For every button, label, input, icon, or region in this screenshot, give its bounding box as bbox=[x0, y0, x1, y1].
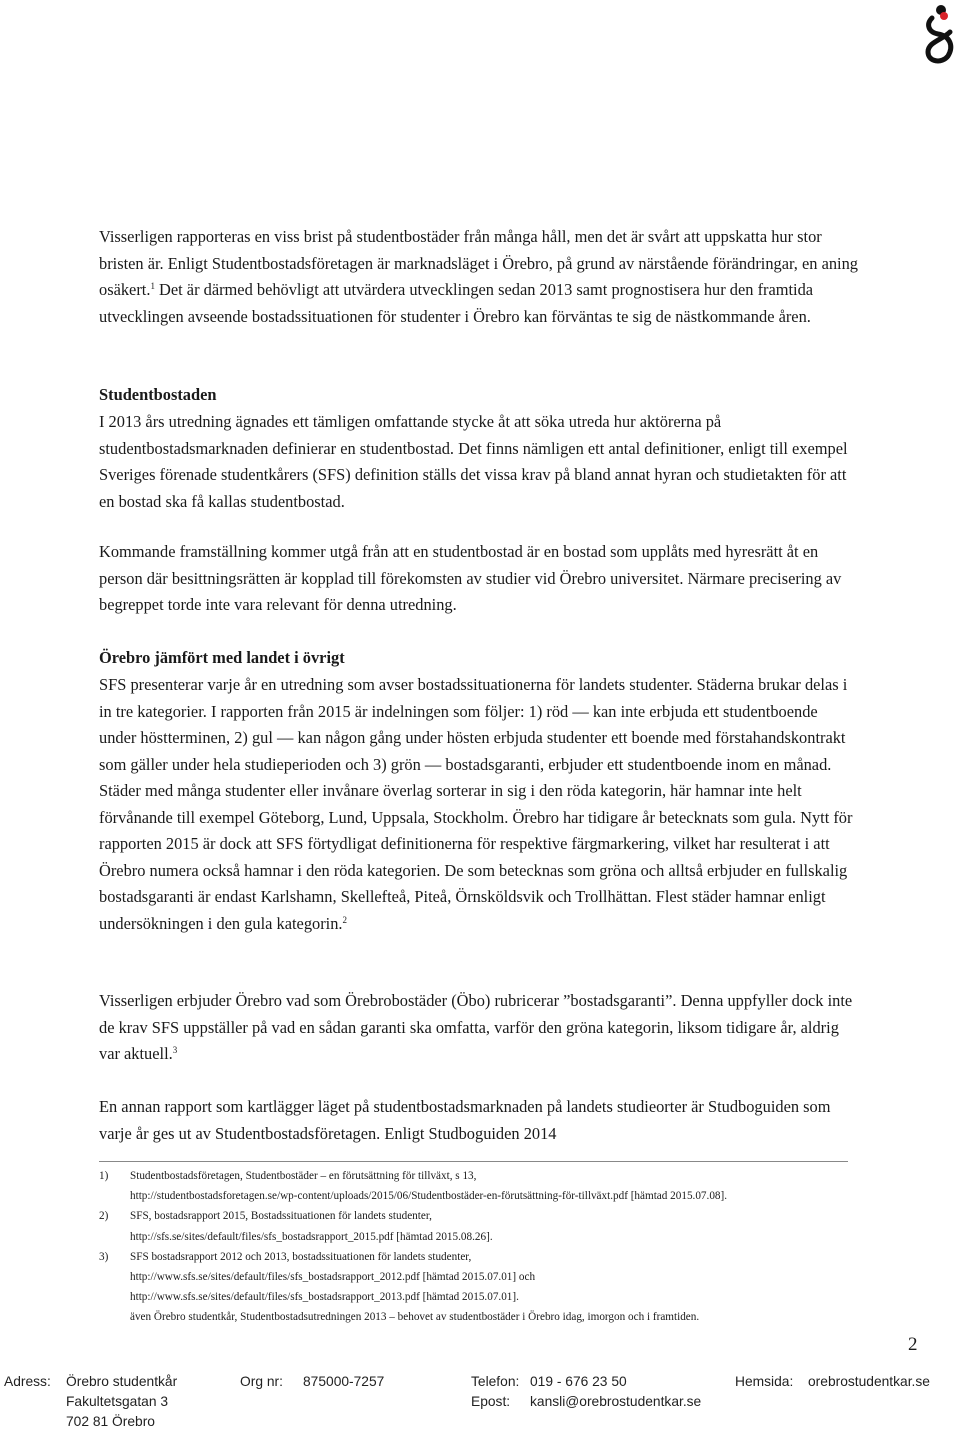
footnote-link[interactable]: http://www.sfs.se/sites/default/files/sfs_bostadsrapport_2013.pdf [hämtad 2015.07.01]. bbox=[130, 1291, 519, 1304]
footnote-link[interactable]: http://studentbostadsforetagen.se/wp-content/uploads/2015/06/Studentbostäder-en-förutsättning-för-tillväxt.pdf [hämtad 2015.07.08]. bbox=[130, 1190, 728, 1203]
email-label: Epost: bbox=[471, 1394, 511, 1409]
footnote-line: SFS bostadsrapport 2012 och 2013, bostadssituationen för landets studenter, bbox=[130, 1250, 472, 1263]
footnote-ref-3: 3 bbox=[172, 1045, 178, 1055]
org-value: 875000-7257 bbox=[303, 1374, 385, 1389]
address-line-2: Fakultetsgatan 3 bbox=[66, 1394, 169, 1409]
intro-text-a: Visserligen rapporteras en viss brist på studentbostäder från många håll, men det är svårt att uppskatta hur stor bristen är. Enligt Studentbostadsföretagen är marknadsläget i Örebro, på grund av närstående förändringar, en aning osäkert. bbox=[99, 227, 858, 299]
org-label: Org nr: bbox=[240, 1374, 283, 1389]
footnote-line: SFS, bostadsrapport 2015, Bostadssituationen för landets studenter, bbox=[130, 1210, 432, 1223]
intro-text-b: Det är därmed behövligt att utvärdera utvecklingen sedan 2013 samt prognostisera hur den framtida utvecklingen avseende bostadssituationen för studenter i Örebro kan förväntas te sig de nästkommande åren. bbox=[99, 280, 814, 326]
footnote-number: 2) bbox=[99, 1210, 109, 1223]
comparison-text: SFS presenterar varje år en utredning som avser bostadssituationerna för landets studenter. Städerna brukar delas i in tre kategorier. I rapporten från 2015 är indelningen som följer: 1) röd — kan inte erbjuda ett studentboende under höstterminen, 2) gul — kan någon gång under hösten erbjuda studenter ett boende med förstahandskontrakt som gäller under hela studieperioden och 3) grön — bostadsgaranti, erbjuder ett studentboende inom en månad. Städer med många studenter eller invånare överlag sorterar in sig i den röda kategorin, här hamnar inte helt förvånande till exempel Göteborg, Lund, Uppsala, Stockholm. Örebro har tidigare år betecknats som gula. Nytt för rapporten 2015 är dock att SFS förtydligat definitionerna för respektive färgmarkering, vilket har resulterat i att Örebro numera också hamnar i den röda kategorien. De som betecknas som gröna och alltså erbjuder en fullskalig bostadsgaranti är endast Karlshamn, Skellefteå, Piteå, Örnsköldsvik och Trollhättan. Flest städer hamnar enligt undersökningen i den gula kategorin. bbox=[99, 675, 853, 933]
footnotes bbox=[99, 1166, 859, 1328]
footnote-3 bbox=[99, 1247, 859, 1328]
definition-paragraph bbox=[99, 539, 859, 619]
footnote-ref-1: 1 bbox=[150, 281, 155, 291]
address-line-1: Örebro studentkår bbox=[66, 1374, 178, 1389]
studboguiden-text: En annan rapport som kartlägger läget på studentbostadsmarknaden på landets studieorter är Studboguiden som varje år ges ut av Studentbostadsföretagen. Enligt Studboguiden 2014 bbox=[99, 1097, 831, 1143]
footnote-1 bbox=[99, 1166, 859, 1206]
bostadsgaranti-text: Visserligen erbjuder Örebro vad som Örebrobostäder (Öbo) rubricerar ”bostadsgaranti”. Denna uppfyller dock inte de krav SFS uppställer på vad en sådan garanti ska omfatta, varför den gröna kategorin, liksom tidigare år, aldrig var aktuell. bbox=[99, 991, 853, 1063]
email-value[interactable]: kansli@orebrostudentkar.se bbox=[530, 1394, 702, 1409]
footnote-ref-2: 2 bbox=[342, 914, 348, 925]
phone-value: 019 - 676 23 50 bbox=[530, 1374, 627, 1389]
comparison-paragraph bbox=[99, 672, 859, 937]
footnote-divider bbox=[99, 1161, 848, 1162]
footnote-number: 1) bbox=[99, 1170, 109, 1182]
address-label: Adress: bbox=[4, 1374, 51, 1389]
footnote-line: Studentbostadsföretagen, Studentbostäder – en förutsättning för tillväxt, s 13, bbox=[130, 1170, 477, 1182]
section-heading-comparison: Örebro jämfört med landet i övrigt bbox=[99, 648, 345, 667]
web-value[interactable]: orebrostudentkar.se bbox=[808, 1374, 930, 1389]
footnote-number: 3) bbox=[99, 1250, 109, 1263]
address-line-3: 702 81 Örebro bbox=[66, 1414, 155, 1429]
footnote-line: även Örebro studentkår, Studentbostadsutredningen 2013 – behovet av studentbostäder i Örebro idag, imorgon och i framtiden. bbox=[130, 1311, 700, 1324]
studentbostaden-text: I 2013 års utredning ägnades ett tämligen omfattande stycke åt att söka utreda hur aktörerna på studentbostadsmarknaden definierar en studentbostad. Det finns nämligen ett antal definitioner, enligt till exempel Sveriges förenade studentkårers (SFS) definition ställs det vissa krav på bland annat hyran och studietakten för att en bostad ska få kallas studentbostad. bbox=[99, 412, 848, 511]
studboguiden-paragraph bbox=[99, 1094, 859, 1147]
bostadsgaranti-paragraph bbox=[99, 988, 859, 1068]
footnote-2 bbox=[99, 1206, 859, 1246]
page-number: 2 bbox=[908, 1334, 918, 1355]
phone-label: Telefon: bbox=[471, 1374, 520, 1389]
section-heading-studentbostaden: Studentbostaden bbox=[99, 385, 217, 404]
web-label: Hemsida: bbox=[735, 1374, 794, 1389]
definition-text: Kommande framställning kommer utgå från att en studentbostad är en bostad som upplåts med hyresrätt åt en person där besittningsrätten är kopplad till förekomsten av studier vid Örebro universitet. Närmare precisering av begreppet torde inte vara relevant för denna utredning. bbox=[99, 542, 842, 614]
footnote-link[interactable]: http://sfs.se/sites/default/files/sfs_bostadsrapport_2015.pdf [hämtad 2015.08.26]. bbox=[130, 1230, 493, 1243]
intro-paragraph bbox=[99, 224, 859, 330]
footnote-link[interactable]: http://www.sfs.se/sites/default/files/sfs_bostadsrapport_2012.pdf [hämtad 2015.07.01] och bbox=[130, 1271, 536, 1284]
organization-logo bbox=[922, 2, 960, 66]
studentbostaden-paragraph bbox=[99, 409, 859, 515]
